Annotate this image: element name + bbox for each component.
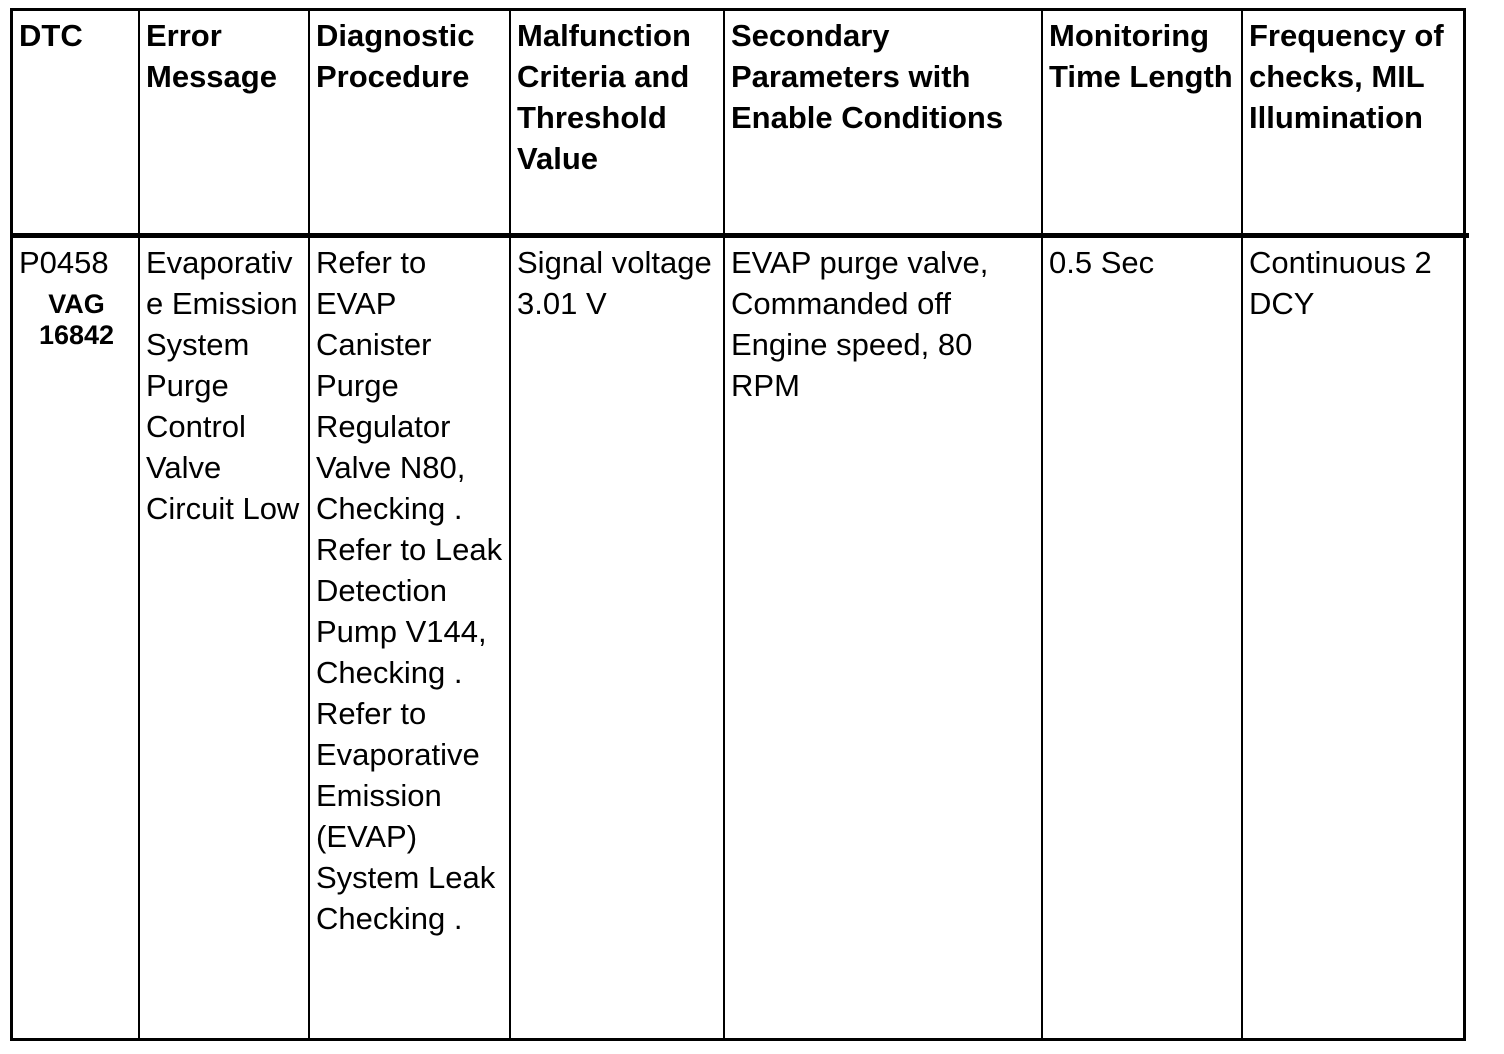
dtc-code: P0458: [19, 245, 109, 280]
malfunction-criteria-text: Signal voltage 3.01 V: [517, 245, 712, 321]
header-diagnostic-procedure: Diagnostic Procedure: [309, 11, 510, 236]
cell-error-message: [139, 236, 309, 1039]
cell-dtc: [13, 236, 139, 1039]
vag-label: VAG: [48, 289, 105, 319]
header-malfunction-criteria: Malfunction Criteria and Threshold Value: [510, 11, 724, 236]
cell-diagnostic-procedure: [309, 236, 510, 1039]
cell-frequency: [1242, 236, 1469, 1039]
vag-code: 16842: [38, 320, 115, 350]
header-frequency: Frequency of checks, MIL Illumination: [1242, 11, 1469, 236]
cell-malfunction-criteria: [510, 236, 724, 1039]
frequency-text: Continuous 2 DCY: [1249, 245, 1432, 321]
table-row: [13, 236, 1469, 1039]
dtc-table: [13, 11, 1469, 1038]
table-header-row: [13, 11, 1469, 236]
header-monitoring-time: Monitoring Time Length: [1042, 11, 1242, 236]
monitoring-time-text: 0.5 Sec: [1049, 245, 1155, 280]
header-secondary-parameters: Secondary Parameters with Enable Conditions: [724, 11, 1042, 236]
cell-secondary-parameters: [724, 236, 1042, 1039]
header-dtc: DTC: [13, 11, 139, 236]
diagnostic-procedure-text: Refer to EVAP Canister Purge Regulator Valve N80, Checking . Refer to Leak Detection Pump V144, Checking . Refer to Evaporative Emission (EVAP) System Leak Checking .: [316, 245, 503, 936]
header-error-message: Error Message: [139, 11, 309, 236]
error-message-text: Evaporative Emission System Purge Control Valve Circuit Low: [146, 245, 300, 526]
cell-monitoring-time: [1042, 236, 1242, 1039]
dtc-table-container: [10, 8, 1466, 1041]
secondary-parameters-text: EVAP purge valve, Commanded off Engine speed, 80 RPM: [731, 245, 989, 403]
